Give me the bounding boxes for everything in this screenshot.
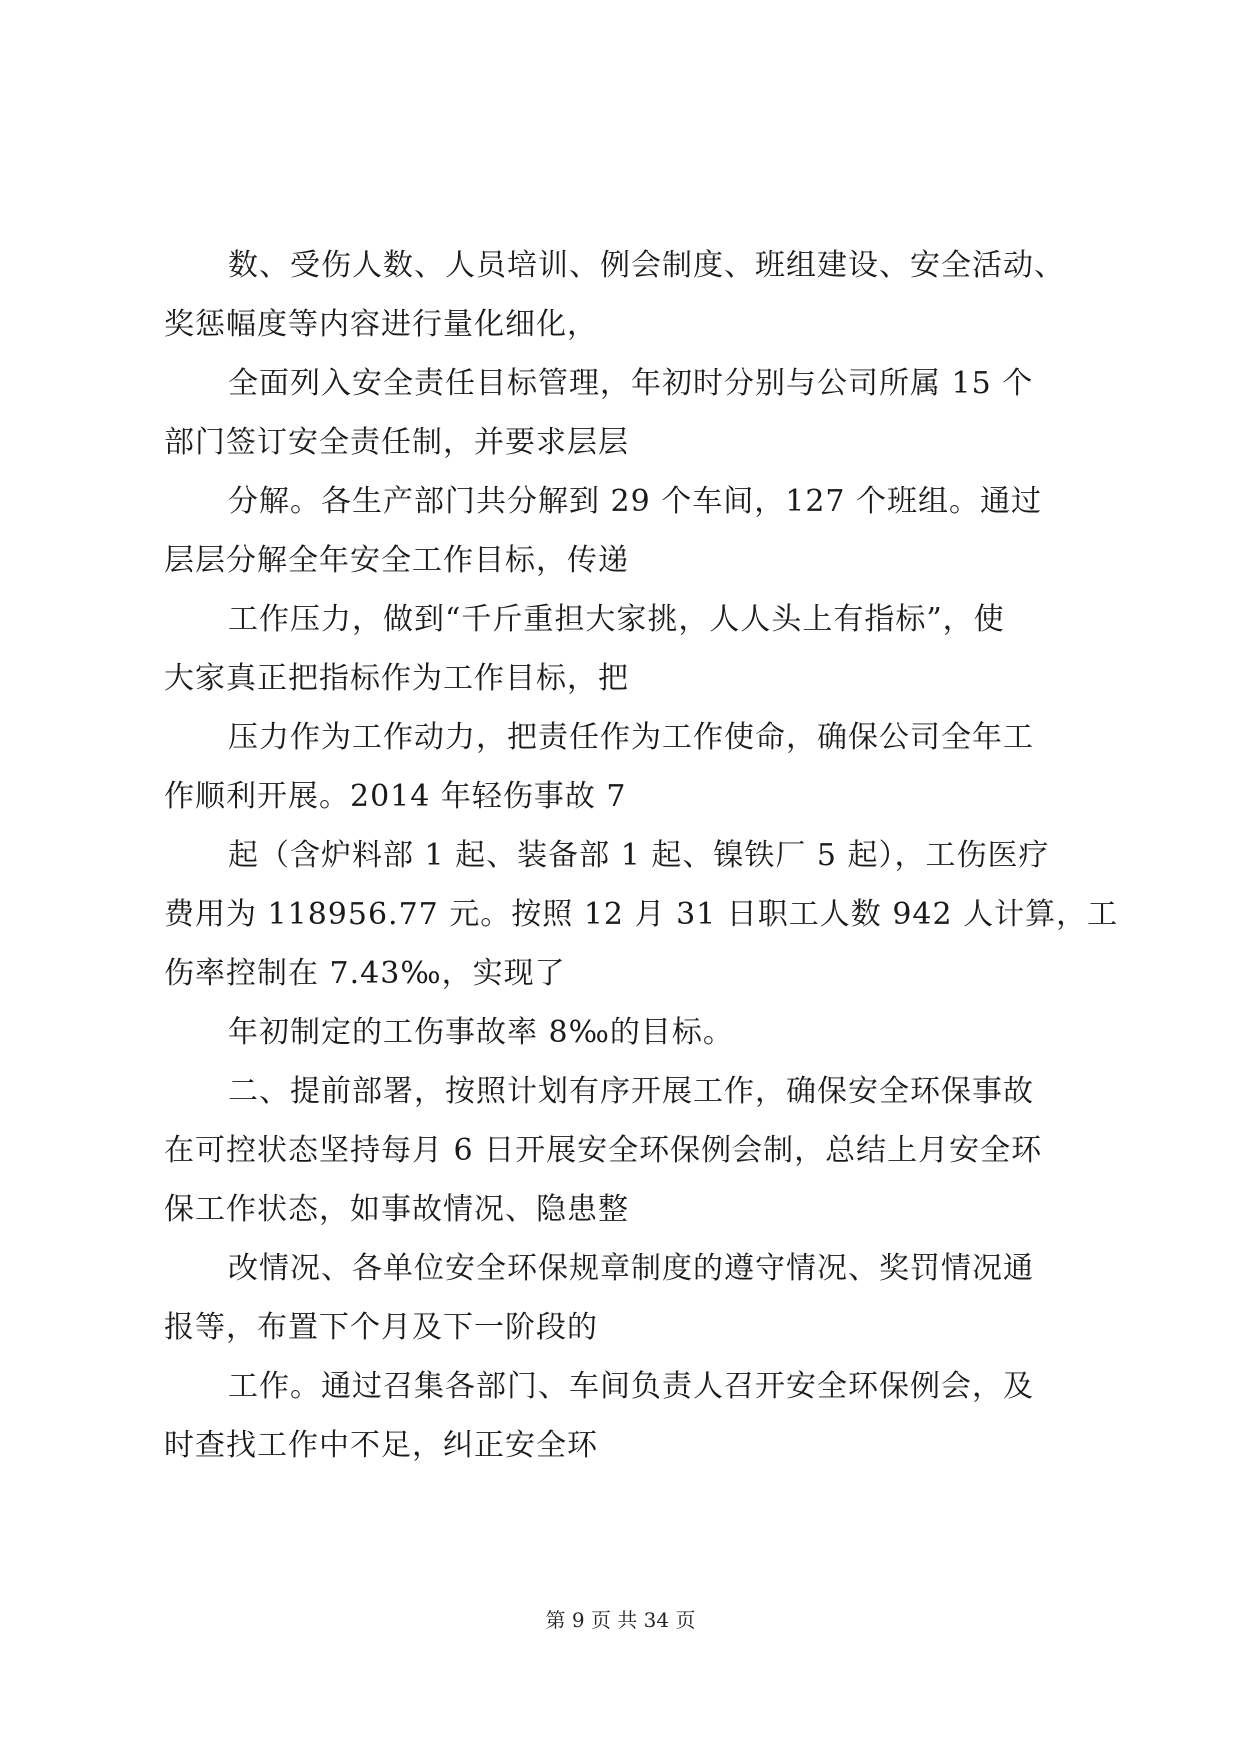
text-line: 起（含炉料部 1 起、装备部 1 起、镍铁厂 5 起），工伤医疗: [228, 838, 1050, 873]
text-line: 大家真正把指标作为工作目标，把: [164, 661, 629, 696]
text-line: 奖惩幅度等内容进行量化细化，: [164, 307, 598, 342]
text-line: 全面列入安全责任目标管理，年初时分别与公司所属 15 个: [228, 366, 1034, 401]
text-line: 数、受伤人数、人员培训、例会制度、班组建设、安全活动、: [228, 248, 1065, 283]
paragraph: [164, 1357, 1084, 1475]
paragraph: [164, 1239, 1084, 1357]
document-body: [164, 236, 1119, 1475]
paragraph: [164, 472, 1084, 590]
page-number-footer: 第 9 页 共 34 页: [545, 1608, 696, 1632]
paragraph: [164, 590, 1084, 708]
paragraph: [164, 826, 1119, 1003]
text-line: 费用为 118956.77 元。按照 12 月 31 日职工人数 942 人计算，工: [164, 897, 1119, 932]
text-line: 工作压力，做到“千斤重担大家挑，人人头上有指标”，使: [228, 602, 1005, 637]
paragraph: [164, 1003, 1084, 1062]
text-line: 作顺利开展。2014 年轻伤事故 7: [164, 779, 627, 814]
text-line: 层层分解全年安全工作目标，传递: [164, 543, 629, 578]
text-line: 在可控状态坚持每月 6 日开展安全环保例会制，总结上月安全环: [164, 1133, 1043, 1168]
text-line: 分解。各生产部门共分解到 29 个车间，127 个班组。通过: [228, 484, 1043, 519]
text-line: 压力作为工作动力，把责任作为工作使命，确保公司全年工: [228, 720, 1034, 755]
text-line: 保工作状态，如事故情况、隐患整: [164, 1192, 629, 1227]
paragraph: [164, 708, 1084, 826]
text-line: 年初制定的工伤事故率 8‰的目标。: [228, 1015, 734, 1050]
text-line: 时查找工作中不足，纠正安全环: [164, 1428, 598, 1463]
paragraph: [164, 354, 1084, 472]
text-line: 改情况、各单位安全环保规章制度的遵守情况、奖罚情况通: [228, 1251, 1034, 1286]
text-line: 伤率控制在 7.43‰，实现了: [164, 956, 566, 991]
text-line: 工作。通过召集各部门、车间负责人召开安全环保例会，及: [228, 1369, 1034, 1404]
text-line: 二、提前部署，按照计划有序开展工作，确保安全环保事故: [228, 1074, 1034, 1109]
text-line: 部门签订安全责任制，并要求层层: [164, 425, 629, 460]
text-line: 报等，布置下个月及下一阶段的: [164, 1310, 598, 1345]
paragraph: [164, 236, 1084, 354]
paragraph: [164, 1062, 1084, 1239]
